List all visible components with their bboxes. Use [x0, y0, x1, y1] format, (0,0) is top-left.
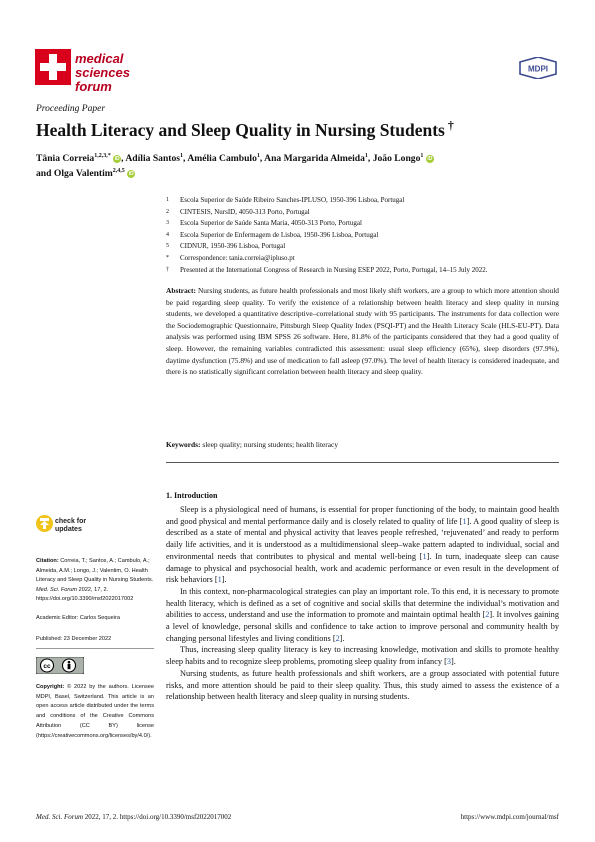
affiliation-mark: 4: [166, 231, 169, 238]
copyright-text: © 2022 by the authors. Licensee MDPI, Basel, Switzerland. This article is an open access article distributed under the terms and conditions of the Creative Commons Attribution (CC BY) license (https://creativecommons.org/licenses/by/4.0/).: [36, 684, 154, 739]
reference-link[interactable]: 1: [217, 575, 222, 585]
citation-block: [36, 557, 154, 605]
orcid-icon[interactable]: iD: [114, 156, 120, 163]
intro-paragraph-2: In this context, non-pharmacological strategies can play an important role. To this end, it is necessary to promote health literacy, which is defined as a set of cognitive and social skills that determine the individual’s motivation and abilities to access, understand and use the information to promote and maintain optimal health [2]. It involves gaining a level of knowledge, personal skills and confidence to take action to improve personal and community health by changing personal lifestyles and living conditions [2].: [166, 586, 559, 643]
section-divider: [166, 462, 559, 463]
journal-logo: [35, 49, 175, 94]
paper-title-text: Health Literacy and Sleep Quality in Nursing Students: [36, 119, 445, 140]
author-separator: ,: [121, 153, 126, 165]
paper-title: [36, 118, 454, 141]
author-affiliation-marks: 2,4,5: [112, 168, 125, 175]
abstract: [166, 285, 559, 378]
paper-type: Proceeding Paper: [36, 104, 106, 114]
citation-doi[interactable]: 2022, 17, 2. https://doi.org/10.3390/msf2022017002: [36, 586, 134, 603]
footer-doi[interactable]: 2022, 17, 2. https://doi.org/10.3390/msf2022017002: [84, 813, 232, 821]
author-affiliation-marks: 1: [364, 153, 368, 159]
journal-name-line1: medical sciences: [75, 51, 130, 80]
medical-cross-icon: [35, 49, 71, 85]
affiliation-mark: †: [166, 266, 169, 273]
sidebar-divider: [36, 648, 154, 649]
mdpi-logo-text: MDPI: [528, 64, 548, 74]
affiliation-text: CIDNUR, 1950-396 Lisboa, Portugal: [180, 242, 286, 251]
affiliation-item: [166, 253, 566, 265]
footer-journal: Med. Sci. Forum: [36, 813, 84, 821]
footer-citation: [36, 813, 231, 821]
abstract-label: Abstract:: [166, 286, 196, 295]
affiliation-text: Presented at the International Congress of Research in Nursing ESEP 2022, Porto, Portugal, 14–15 July 2022.: [180, 265, 488, 274]
journal-name-line2: forum: [75, 79, 112, 94]
footer-journal-url[interactable]: https://www.mdpi.com/journal/msf: [460, 813, 559, 821]
reference-link[interactable]: 3: [446, 657, 452, 667]
citation-label: Citation:: [36, 558, 59, 564]
abstract-text: Nursing students, as future health professionals and most likely shift workers, are a group to which more attention should be paid regarding sleep quality. To verify the existence of a relationship between health literacy and sleep quality in nursing students, we developed a quantitative descriptive–correlational study with 95 participants. The instruments for data collection were the Sociodemographic Questionnaire, Pittsburgh Sleep Quality Index (PSQI-PT) and the Health Literacy Scale (HLS-EU-PT). Data analysis was performed using IBM SPSS 26 software. Here, 81.8% of the participants considered that they had a good quality of sleep. However, the remaining variables contradicted this assessment: usual sleep efficiency (65%), sleep disorders (97.9%), daytime dysfunction (75.8%) and use of medication to fall asleep (97.0%). The level of health literacy is considered inadequate, and there is no statistically significant correlation between health literacy and sleep quality.: [166, 286, 559, 377]
affiliation-text: Correspondence: tania.correia@ipluso.pt: [180, 253, 295, 262]
orcid-icon[interactable]: iD: [128, 171, 134, 178]
citation-text: Correia, T.; Santos, A.; Cambulo, A.; Almeida, A.M.; Longo, J.; Valentim, O. Health Literacy and Sleep Quality in Nursing Students.: [36, 558, 154, 584]
orcid-icon[interactable]: iD: [427, 156, 433, 163]
author-name: Adília Santos: [125, 153, 181, 165]
affiliation-text: Escola Superior de Enfermagem de Lisboa, 1950-396 Lisboa, Portugal: [180, 230, 379, 239]
author-name: Olga Valentim: [53, 168, 113, 180]
copyright-label: Copyright:: [36, 684, 65, 690]
affiliation-mark: 1: [166, 197, 169, 203]
published-date: Published: 23 December 2022: [36, 636, 112, 642]
author-affiliation-marks: 1: [180, 153, 184, 159]
author-name: Ana Margarida Almeida: [264, 153, 365, 165]
reference-link[interactable]: 1: [422, 551, 427, 561]
author-separator: ,: [367, 153, 373, 165]
intro-paragraph-1: Sleep is a physiological need of humans, is essential for proper functioning of the body, to maintain good health and good physical and mental performance daily and is closely related to quality of life [1]. A good quality of sleep is described as a state of mental and physical activity that leaves people refreshed, ‘rejuvenated’ and ready to perform daily life activities, and it is understood as a multidimensional sleep–wake pattern adapted to individual, social and environmental needs that contributes to physical and mental well-being [1]. In turn, inadequate sleep can cause damage to physical and psychosocial health, work and academic performance or even result in the development of risk behaviors [1].: [166, 505, 559, 585]
affiliation-mark: 2: [166, 208, 169, 215]
intro-paragraph-4: Nursing students, as future health professionals and shift workers, are a group associated with potential future risks, and more attention should be paid to their sleep quality. Thus, this study aimed to assess the existence of a relationship between health literacy and sleep quality in nursing students.: [166, 668, 559, 702]
affiliation-item: [166, 265, 566, 277]
intro-body: [166, 504, 559, 703]
affiliation-text: Escola Superior de Saúde Santa Maria, 4050-313 Porto, Portugal: [180, 219, 362, 228]
affiliation-item: [166, 195, 566, 207]
keywords: [166, 440, 559, 449]
affiliation-text: Escola Superior de Saúde Ribeiro Sanches-IPLUSO, 1950-396 Lisboa, Portugal: [180, 196, 405, 204]
author-name: João Longo: [372, 153, 421, 165]
affiliation-mark: 5: [166, 243, 169, 250]
check-for-updates-badge[interactable]: [36, 515, 146, 537]
reference-link[interactable]: 2: [485, 610, 490, 620]
intro-paragraph-3: Thus, increasing sleep quality literacy is key to increasing knowledge, motivation and skills to promote healthy sleep habits and to recognize sleep problems, promoting sleep quality from infancy [3].: [166, 645, 559, 667]
citation-journal: Med. Sci. Forum: [36, 586, 78, 593]
affiliation-item: [166, 241, 566, 253]
keywords-label: Keywords:: [166, 440, 201, 449]
author-name: Tânia Correia: [36, 153, 95, 165]
author-affiliation-marks: 1: [256, 153, 260, 159]
affiliation-mark: 3: [166, 220, 169, 227]
affiliation-mark: *: [166, 254, 169, 261]
author-separator: ,: [259, 153, 265, 165]
affiliation-text: CINTESIS, NursID, 4050-313 Porto, Portugal: [180, 207, 310, 216]
check-updates-icon: [36, 515, 53, 532]
affiliations: [166, 195, 566, 276]
author-name: Amélia Cambulo: [187, 153, 257, 165]
affiliation-item: [166, 207, 566, 219]
journal-name: [75, 52, 175, 94]
author-conjunction: and: [36, 168, 54, 180]
cc-by-license-icon[interactable]: [36, 657, 84, 674]
check-updates-text: check for updates: [55, 518, 87, 533]
copyright-notice: [36, 683, 154, 741]
keywords-text: sleep quality; nursing students; health literacy: [202, 440, 339, 449]
reference-link[interactable]: 1: [462, 516, 467, 526]
author-affiliation-marks: 1: [420, 153, 424, 159]
intro-heading: 1. Introduction: [166, 491, 218, 500]
academic-editor: Academic Editor: Carlos Sequeira: [36, 615, 120, 621]
author-affiliation-marks: 1,2,3,*: [94, 153, 111, 159]
author-list: [36, 150, 556, 180]
author-separator: ,: [183, 153, 188, 165]
affiliation-item: [166, 218, 566, 230]
mdpi-logo: [518, 57, 558, 79]
reference-link[interactable]: 2: [335, 633, 340, 643]
svg-text:cc: cc: [43, 663, 51, 670]
affiliation-item: [166, 230, 566, 242]
title-dagger: †: [447, 118, 454, 132]
